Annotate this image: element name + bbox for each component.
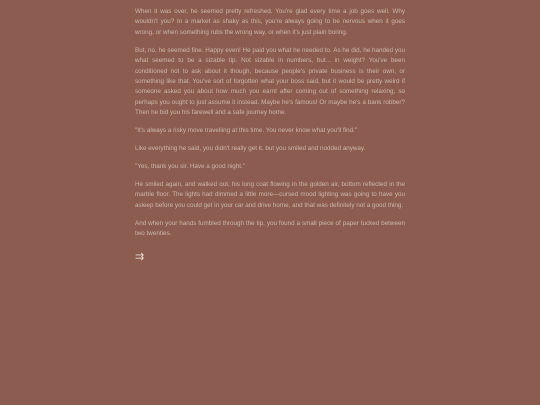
story-paragraph-3: "It's always a risky move travelling at this time. You never know what you'll find." — [135, 127, 358, 135]
story-paragraph-5: "Yes, thank you sir. Have a good night." — [135, 162, 245, 170]
continue-arrow-icon[interactable]: ⇉ — [135, 250, 145, 263]
story-paragraph-4: Like everything he said, you didn't really get it, but you smiled and nodded anyway. — [135, 144, 366, 152]
story-passage — [135, 7, 405, 265]
story-paragraph-7: And when your hands fumbled through the tip, you found a small piece of paper tucked between two twenties. — [135, 219, 405, 237]
story-paragraph-2: But, no, he seemed fine. Happy even! He paid you what he needed to. As he did, he handed you what seemed to be a sizable tip. Not sizable in numbers, but... in weight? You've been conditioned not to ask about it though, because people's private business is their own, or something like that. You've sort of forgotten what your boss said, but it would be pretty weird if someone asked you about how much you earnt after coming out of something relaxing, so perhaps you ought to just assume it instead. Maybe he's famous! Or maybe he's a bank robber? Then he bid you his farewell and a safe journey home. — [135, 46, 405, 117]
story-paragraph-1: When it was over, he seemed pretty refreshed. You're glad every time a job goes well. Why wouldn't you? In a market as shaky as this, you're always going to be nervous when it goes wrong, or when something rubs the wrong way, or when it's just plain boring. — [135, 8, 405, 36]
story-paragraph-6: He smiled again, and walked out, his long coat flowing in the golden air, bottom reflected in the marble floor. The lights had dimmed a little more—cursed mood lighting was going to have you asleep before you could get in your car and drive home, and that was definitely not a good thing. — [135, 180, 405, 209]
